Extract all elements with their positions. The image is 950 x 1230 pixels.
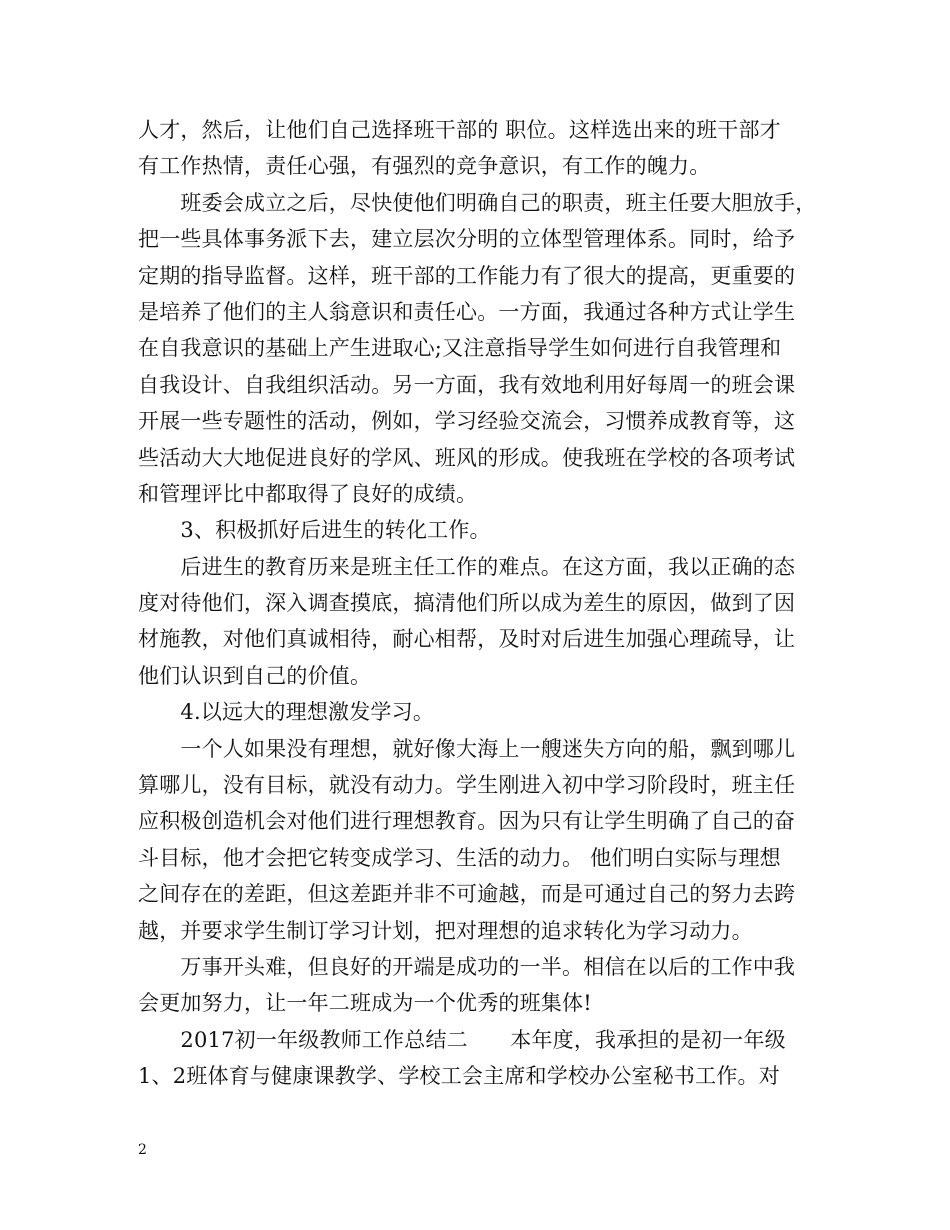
text-line: 他们认识到自己的价值。: [138, 663, 372, 688]
text-line: 班委会成立之后，尽快使他们明确自己的职责，班主任要大胆放手，: [138, 190, 817, 215]
text-line: 算哪儿，没有目标，就没有动力。学生刚进入初中学习阶段时，班主任: [138, 773, 796, 798]
text-line: 越，并要求学生制订学习计划，把对理想的追求转化为学习动力。: [138, 918, 753, 943]
section-heading-line: 4.以远大的理想激发学习。: [138, 700, 435, 725]
text-line: 会更加努力，让一年二班成为一个优秀的班集体!: [138, 991, 592, 1016]
text-line: 一个人如果没有理想，就好像大海上一艘迷失方向的船，飘到哪儿: [138, 736, 796, 761]
text-line: 在自我意识的基础上产生进取心;又注意指导学生如何进行自我管理和: [138, 336, 782, 361]
text-line: 有工作热情，责任心强，有强烈的竞争意识，有工作的魄力。: [138, 154, 711, 179]
text-line: 定期的指导监督。这样，班干部的工作能力有了很大的提高，更重要的: [138, 263, 796, 288]
text-line: 开展一些专题性的活动，例如，学习经验交流会，习惯养成教育等，这: [138, 409, 796, 434]
text-line: 些活动大大地促进良好的学风、班风的形成。使我班在学校的各项考试: [138, 445, 796, 470]
text-line: 斗目标，他才会把它转变成学习、生活的动力。 他们明白实际与理想: [138, 845, 781, 870]
text-line: 度对待他们，深入调查摸底，搞清他们所以成为差生的原因，做到了因: [138, 591, 796, 616]
text-line: 和管理评比中都取得了良好的成绩。: [138, 481, 478, 506]
text-line: 应积极创造机会对他们进行理想教育。因为只有让学生明确了自己的奋: [138, 809, 796, 834]
text-line: 后进生的教育历来是班主任工作的难点。在这方面，我以正确的态: [138, 554, 796, 579]
text-line: 把一些具体事务派下去，建立层次分明的立体型管理体系。同时，给予: [138, 227, 796, 252]
section-heading-line: 3、积极抓好后进生的转化工作。: [138, 518, 491, 543]
page-number: 2: [138, 1142, 147, 1158]
text-line: 1、2班体育与健康课教学、学校工会主席和学校办公室秘书工作。对: [138, 1064, 780, 1089]
document-body: [138, 112, 822, 1095]
text-line: 是培养了他们的主人翁意识和责任心。一方面，我通过各种方式让学生: [138, 299, 796, 324]
text-line: 自我设计、自我组织活动。另一方面，我有效地利用好每周一的班会课: [138, 372, 796, 397]
text-line: 2017初一年级教师工作总结二 本年度，我承担的是初一年级: [138, 1027, 786, 1052]
text-line: 万事开头难，但良好的开端是成功的一半。相信在以后的工作中我: [138, 954, 796, 979]
text-line: 之间存在的差距，但这差距并非不可逾越，而是可通过自己的努力去跨: [138, 882, 796, 907]
text-line: 人才，然后，让他们自己选择班干部的 职位。这样选出来的班干部才: [138, 118, 781, 142]
text-line: 材施教，对他们真诚相待，耐心相帮，及时对后进生加强心理疏导，让: [138, 627, 796, 652]
